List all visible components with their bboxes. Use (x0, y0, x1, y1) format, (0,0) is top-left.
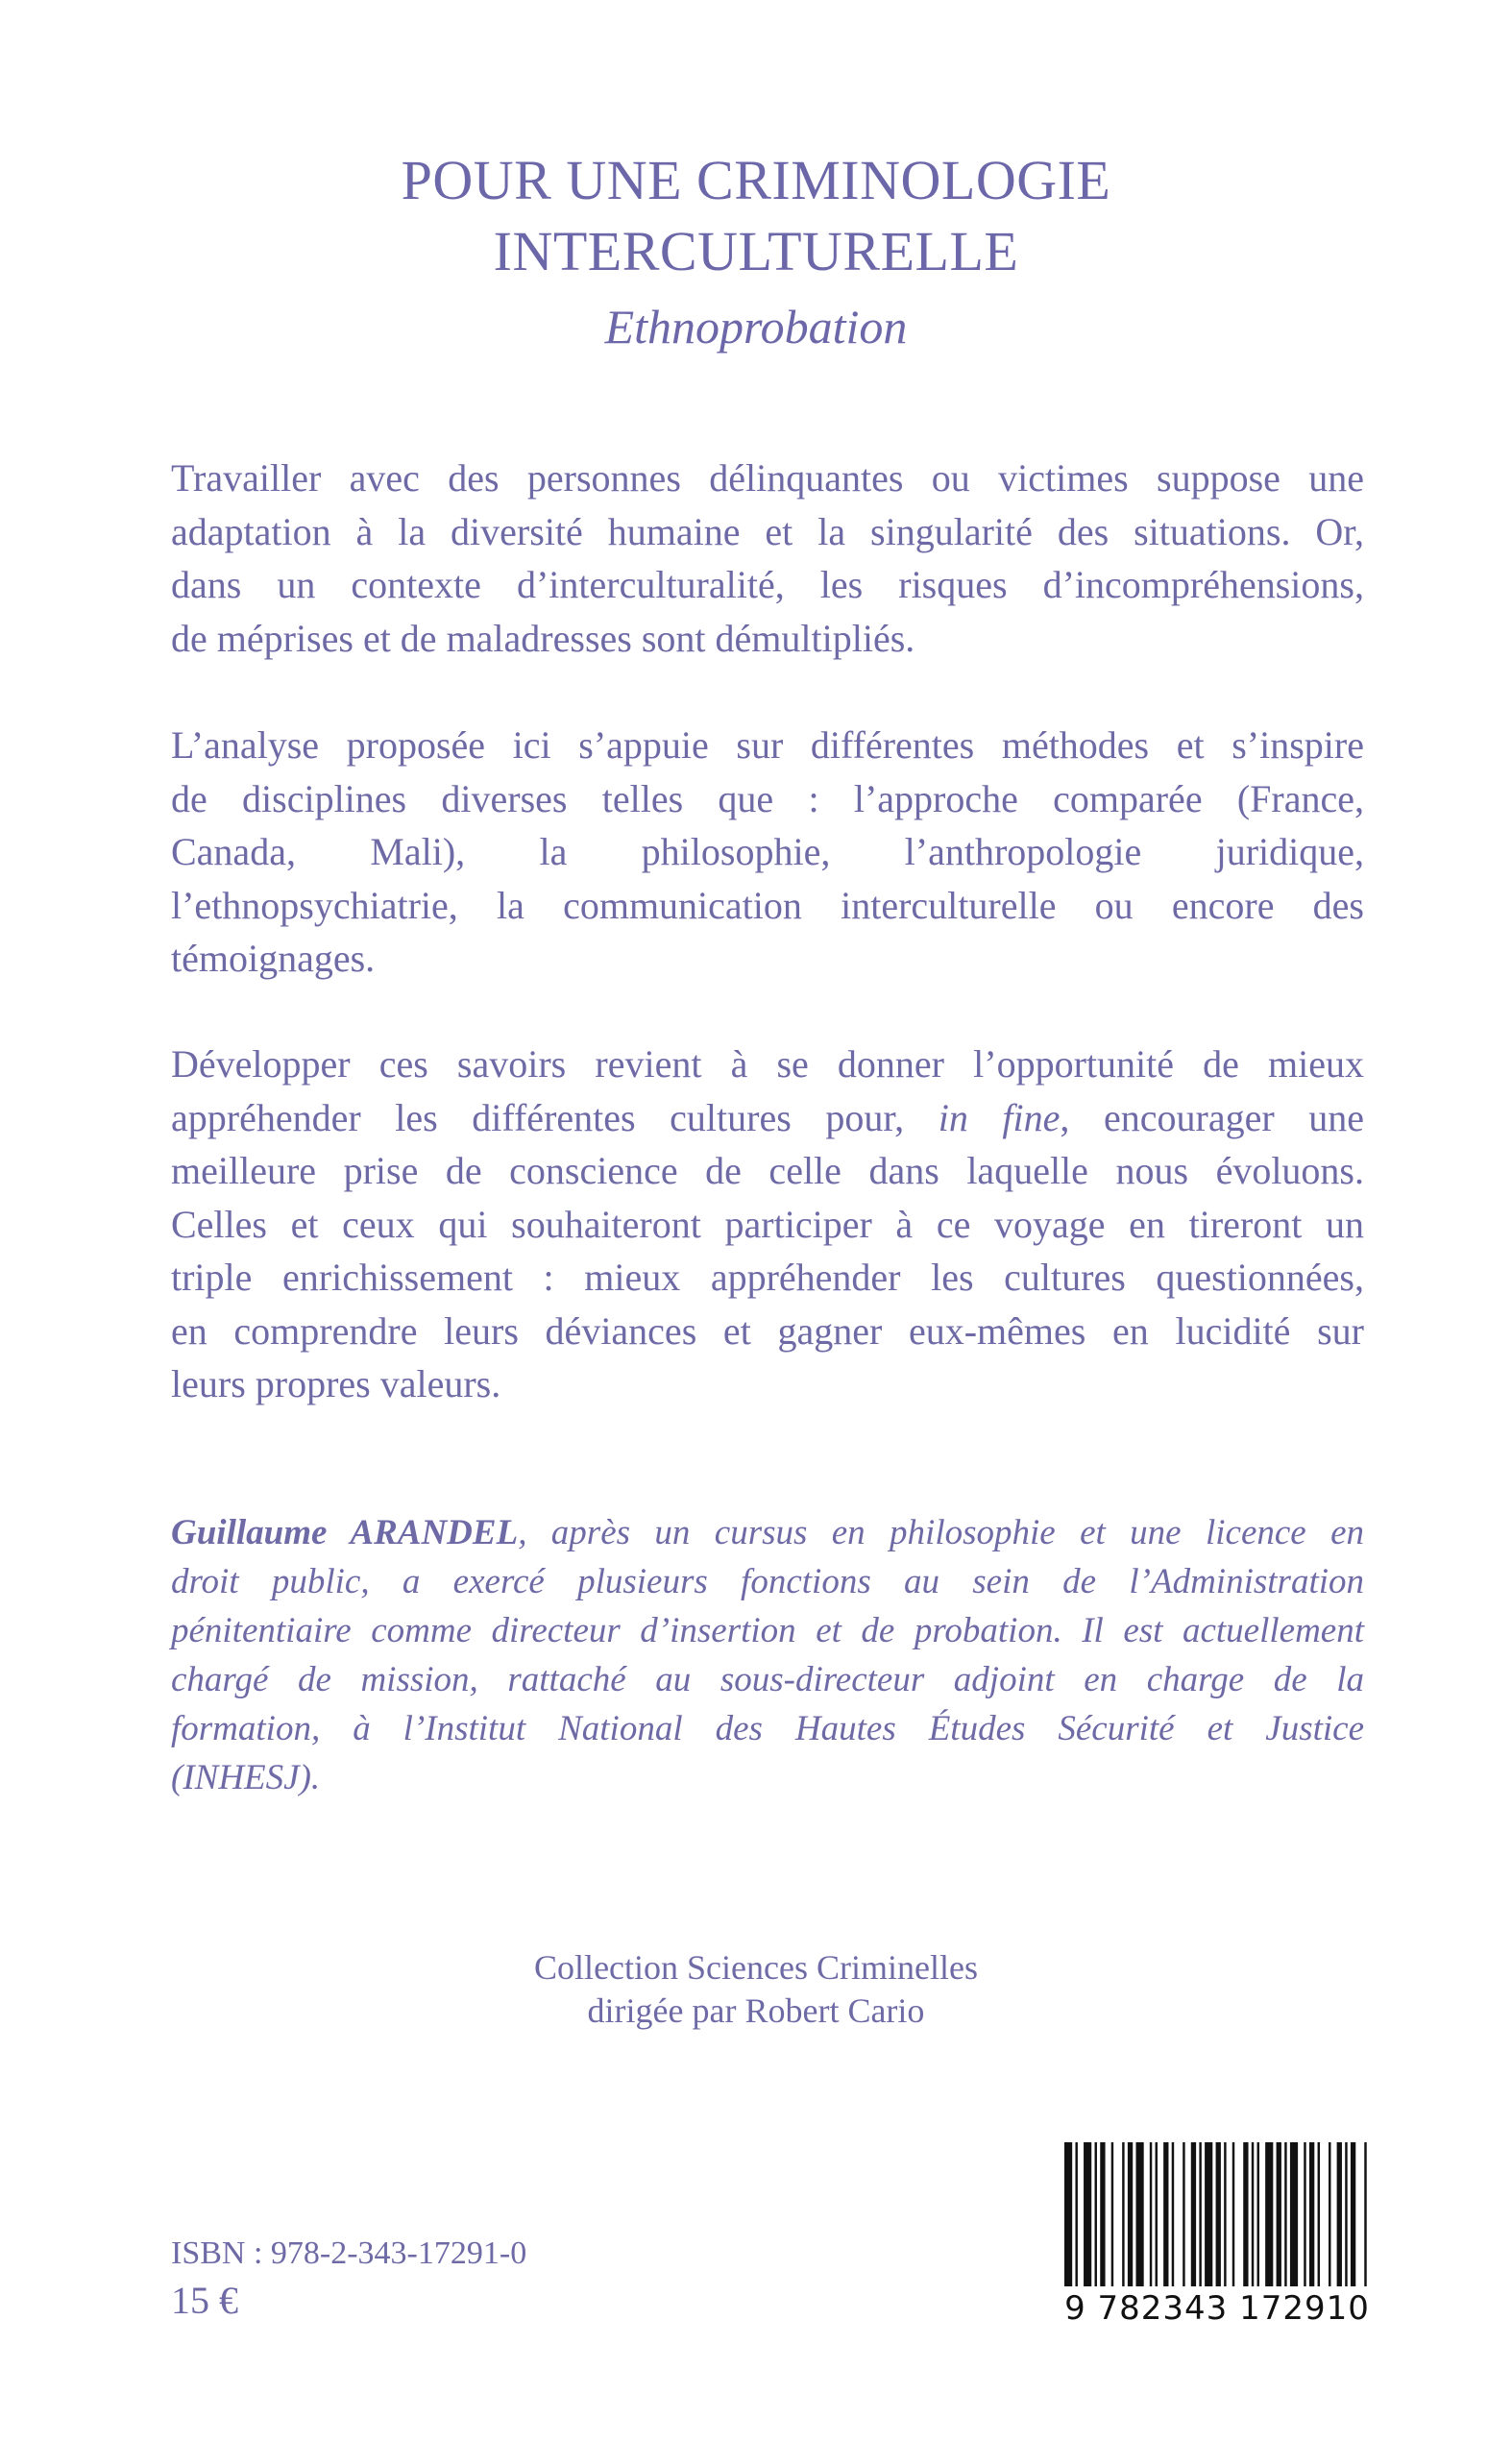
bio-line (171, 1508, 1364, 1557)
barcode-bar (1284, 2142, 1286, 2286)
barcode-bar (1199, 2142, 1201, 2286)
bio-line: droit public, a exercé plusieurs fonctions au sein de l’Administration (171, 1562, 1364, 1601)
barcode-bar (1265, 2142, 1273, 2286)
text-segment: , encourager une (1060, 1095, 1364, 1139)
price: 15 € (171, 2279, 238, 2322)
paragraph-line: Développer ces savoirs revient à se donner l’opportunité de mieux (171, 1042, 1364, 1086)
barcode-bar (1345, 2142, 1347, 2286)
barcode-bar (1095, 2142, 1097, 2286)
paragraph-line: Travailler avec des personnes délinquantes ou victimes suppose une (171, 456, 1364, 500)
barcode-bar (1100, 2142, 1105, 2286)
barcode-bar (1122, 2142, 1124, 2286)
summary-paragraph-2 (171, 719, 1364, 986)
barcode-bar (1309, 2142, 1314, 2286)
barcode-bar (1337, 2142, 1342, 2286)
book-title-line-1: POUR UNE CRIMINOLOGIE (401, 149, 1111, 211)
barcode-bar (1191, 2142, 1196, 2286)
paragraph-line: Celles et ceux qui souhaiteront participer à ce voyage en tireront un (171, 1202, 1364, 1246)
barcode-bar (1150, 2142, 1152, 2286)
book-subtitle: Ethnoprobation (604, 300, 908, 354)
barcode-bar (1172, 2142, 1174, 2286)
barcode-bar (1163, 2142, 1168, 2286)
barcode-bar (1304, 2142, 1305, 2286)
author-name: Guillaume ARANDEL (171, 1513, 519, 1552)
barcode-bar (1075, 2142, 1077, 2286)
barcode-bar (1232, 2142, 1234, 2286)
paragraph-line: Canada, Mali), la philosophie, l’anthropologie juridique, (171, 830, 1364, 873)
paragraph-line: l’ethnopsychiatrie, la communication interculturelle ou encore des (171, 883, 1364, 927)
text-segment: appréhender les différentes cultures pour, (171, 1095, 939, 1139)
paragraph-line: meilleure prise de conscience de celle dans laquelle nous évoluons. (171, 1149, 1364, 1192)
paragraph-line: triple enrichissement : mieux appréhender les cultures questionnées, (171, 1256, 1364, 1299)
book-title-line-2: INTERCULTURELLE (493, 220, 1019, 282)
barcode-bar (1364, 2142, 1366, 2286)
summary-paragraph-1 (171, 452, 1364, 665)
paragraph-line-with-italic (171, 1091, 1364, 1145)
paragraph-line: L’analyse proposée ici s’appuie sur différentes méthodes et s’inspire (171, 723, 1364, 767)
barcode-bar (1111, 2142, 1113, 2286)
paragraph-line: dans un contexte d’interculturalité, les risques d’incompréhensions, (171, 563, 1364, 606)
barcode-bar (1329, 2142, 1330, 2286)
barcode-bar (1128, 2142, 1133, 2286)
bio-line: (INHESJ). (171, 1758, 321, 1797)
italic-phrase: in fine (938, 1095, 1061, 1139)
barcode-bar (1318, 2142, 1320, 2286)
bio-line: formation, à l’Institut National des Hautes Études Sécurité et Justice (171, 1709, 1364, 1748)
text-segment: , après un cursus en philosophie et une licence en (518, 1513, 1365, 1552)
barcode-bar (1351, 2142, 1355, 2286)
barcode-bar (1257, 2142, 1259, 2286)
barcode-digits: 9 782343 172910 (1064, 2289, 1370, 2328)
collection-director: dirigée par Robert Cario (587, 1991, 925, 2030)
isbn: ISBN : 978-2-343-17291-0 (171, 2235, 527, 2271)
barcode-bar (1277, 2142, 1281, 2286)
barcode-bar (1216, 2142, 1221, 2286)
barcode-bar (1243, 2142, 1248, 2286)
paragraph-line: adaptation à la diversité humaine et la singularité des situations. Or, (171, 509, 1364, 553)
barcode-bar (1064, 2142, 1072, 2286)
barcode-bar (1205, 2142, 1212, 2286)
barcode-bars (1064, 2142, 1370, 2286)
paragraph-line: témoignages. (171, 937, 376, 980)
summary-paragraph-3 (171, 1038, 1364, 1411)
barcode-bar (1252, 2142, 1254, 2286)
barcode-bar (1084, 2142, 1091, 2286)
collection-name: Collection Sciences Criminelles (534, 1948, 978, 1987)
bio-line: chargé de mission, rattaché au sous-directeur adjoint en charge de la (171, 1660, 1364, 1699)
barcode-bar (1156, 2142, 1158, 2286)
paragraph-line: de disciplines diverses telles que : l’approche comparée (France, (171, 776, 1364, 820)
barcode-bar (1290, 2142, 1298, 2286)
paragraph-line: de méprises et de maladresses sont démultipliés. (171, 616, 915, 660)
barcode-bar (1224, 2142, 1226, 2286)
barcode-bar (1183, 2142, 1184, 2286)
author-bio (171, 1508, 1364, 1802)
bio-line: pénitentiaire comme directeur d’insertion et de probation. Il est actuellement (171, 1611, 1364, 1650)
paragraph-line: en comprendre leurs déviances et gagner eux-mêmes en lucidité sur (171, 1308, 1364, 1353)
barcode-bar (1135, 2142, 1143, 2286)
paragraph-line: leurs propres valeurs. (171, 1362, 501, 1405)
